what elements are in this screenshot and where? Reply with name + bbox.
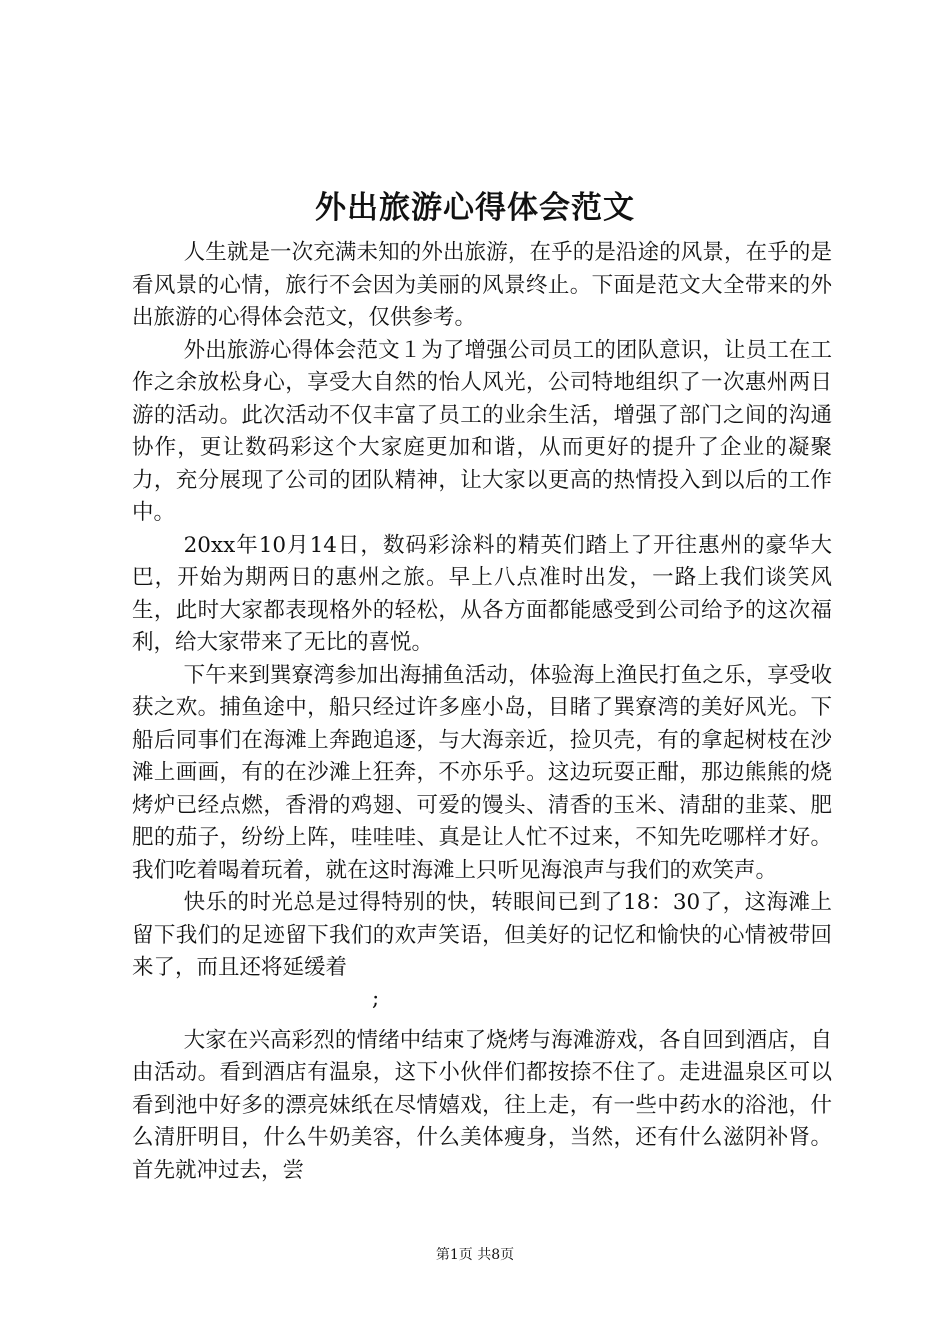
paragraph: 快乐的时光总是过得特别的快，转眼间已到了18：30了，这海滩上留下我们的足迹留下我们的欢声笑语，但美好的记忆和愉快的心情被带回来了，而且还将延缓着 bbox=[132, 890, 832, 980]
paragraph: 人生就是一次充满未知的外出旅游，在乎的是沿途的风景，在乎的是看风景的心情，旅行不会因为美丽的风景终止。下面是范文大全带来的外出旅游的心得体会范文，仅供参考。 bbox=[132, 240, 832, 330]
document-title: 外出旅游心得体会范文 bbox=[315, 190, 635, 226]
page-footer: 第1页 共8页 bbox=[435, 1247, 515, 1263]
paragraph: 大家在兴高彩烈的情绪中结束了烧烤与海滩游戏，各自回到酒店，自由活动。看到酒店有温泉，这下小伙伴们都按捺不住了。走进温泉区可以看到池中好多的漂亮妹纸在尽情嬉戏，往上走，有一些中药水的浴池，什么清肝明目，什么牛奶美容，什么美体瘦身，当然，还有什么滋阴补肾。首先就冲过去，尝 bbox=[132, 1027, 832, 1183]
separator-mark: ; bbox=[372, 985, 380, 1011]
paragraph: 下午来到巽寮湾参加出海捕鱼活动，体验海上渔民打鱼之乐，享受收获之欢。捕鱼途中，船只经过许多座小岛，目睹了巽寮湾的美好风光。下船后同事们在海滩上奔跑追逐，与大海亲近，捡贝壳，有的拿起树枝在沙滩上画画，有的在沙滩上狂奔，不亦乐乎。这边玩耍正酣，那边熊熊的烧烤炉已经点燃，香滑的鸡翅、可爱的馒头、清香的玉米、清甜的韭菜、肥肥的茄子，纷纷上阵，哇哇哇、真是让人忙不过来，不知先吃哪样才好。我们吃着喝着玩着，就在这时海滩上只听见海浪声与我们的欢笑声。 bbox=[132, 662, 832, 883]
paragraph: 20xx年10月14日，数码彩涂料的精英们踏上了开往惠州的豪华大巴，开始为期两日的惠州之旅。早上八点准时出发，一路上我们谈笑风生，此时大家都表现格外的轻松，从各方面都能感受到公司给予的这次福利，给大家带来了无比的喜悦。 bbox=[132, 532, 832, 655]
paragraph: 外出旅游心得体会范文１为了增强公司员工的团队意识，让员工在工作之余放松身心，享受大自然的怡人风光，公司特地组织了一次惠州两日游的活动。此次活动不仅丰富了员工的业余生活，增强了部门之间的沟通协作，更让数码彩这个大家庭更加和谐，从而更好的提升了企业的凝聚力，充分展现了公司的团队精神，让大家以更高的热情投入到以后的工作中。 bbox=[132, 337, 832, 525]
document-body bbox=[132, 237, 832, 1187]
